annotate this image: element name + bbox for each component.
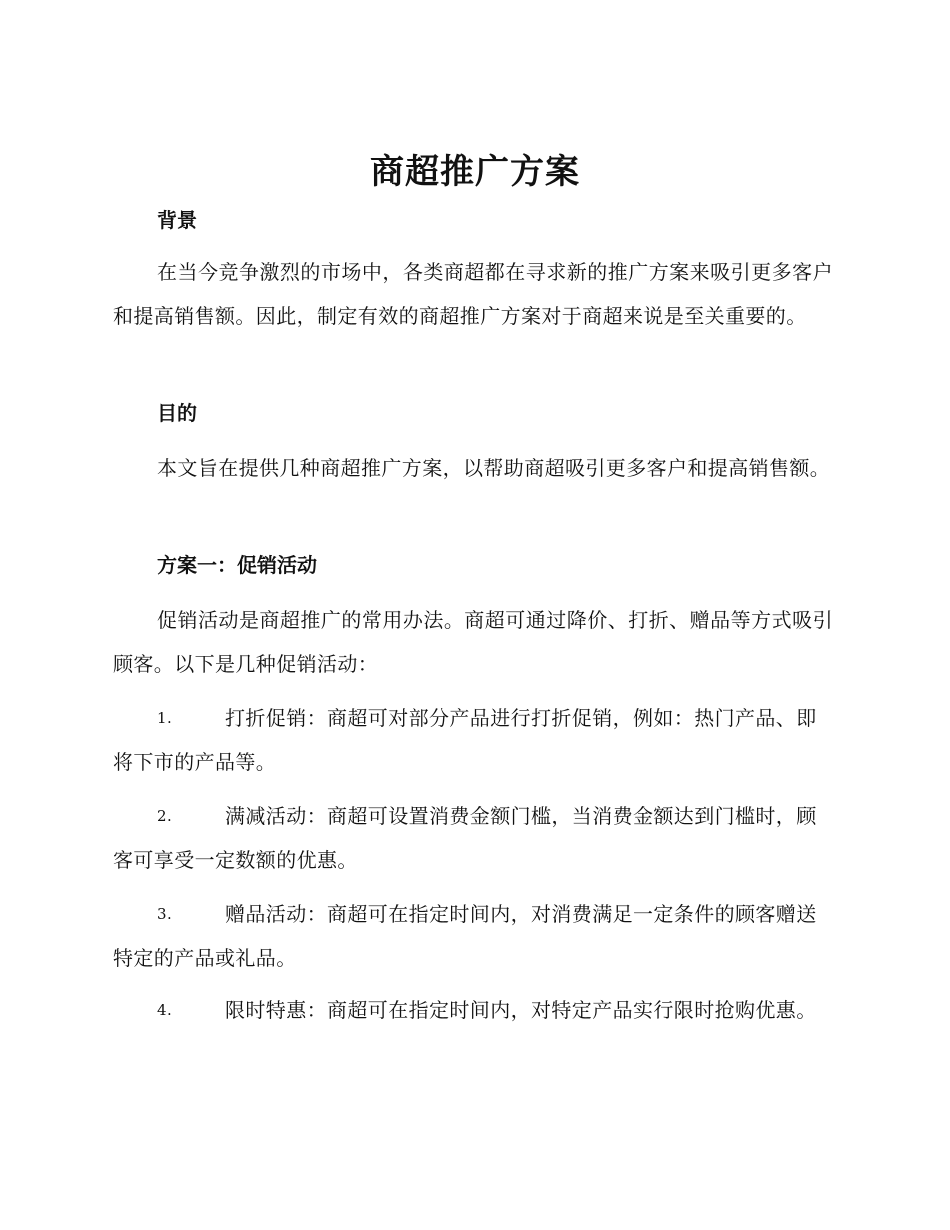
section-heading-purpose: 目的: [157, 401, 197, 425]
background-paragraph: 在当今竞争激烈的市场中，各类商超都在寻求新的推广方案来吸引更多客户和提高销售额。因此，制定有效的商超推广方案对于商超来说是至关重要的。: [113, 260, 833, 328]
list-item: [113, 696, 833, 784]
list-item-number: 3.: [157, 905, 173, 923]
list-item-text: 打折促销：商超可对部分产品进行打折促销，例如：热门产品、即将下市的产品等。: [113, 706, 817, 774]
document-title: 商超推广方案: [370, 152, 580, 192]
list-item-text: 赠品活动：商超可在指定时间内，对消费满足一定条件的顾客赠送特定的产品或礼品。: [113, 902, 817, 970]
list-item-text: 限时特惠：商超可在指定时间内，对特定产品实行限时抢购优惠。: [225, 998, 817, 1022]
list-item: [113, 988, 833, 1032]
list-item-number: 2.: [157, 807, 173, 825]
purpose-paragraph: 本文旨在提供几种商超推广方案，以帮助商超吸引更多客户和提高销售额。: [157, 456, 831, 480]
list-item: [113, 892, 833, 980]
section-heading-plan1: 方案一：促销活动: [157, 553, 317, 577]
list-item-number: 1.: [157, 709, 173, 727]
plan1-paragraph: 促销活动是商超推广的常用办法。商超可通过降价、打折、赠品等方式吸引顾客。以下是几种促销活动：: [113, 608, 833, 676]
list-item-text: 满减活动：商超可设置消费金额门槛，当消费金额达到门槛时，顾客可享受一定数额的优惠。: [113, 804, 817, 872]
list-item-number: 4.: [157, 1001, 173, 1019]
list-item: [113, 794, 833, 882]
section-heading-background: 背景: [157, 208, 197, 232]
